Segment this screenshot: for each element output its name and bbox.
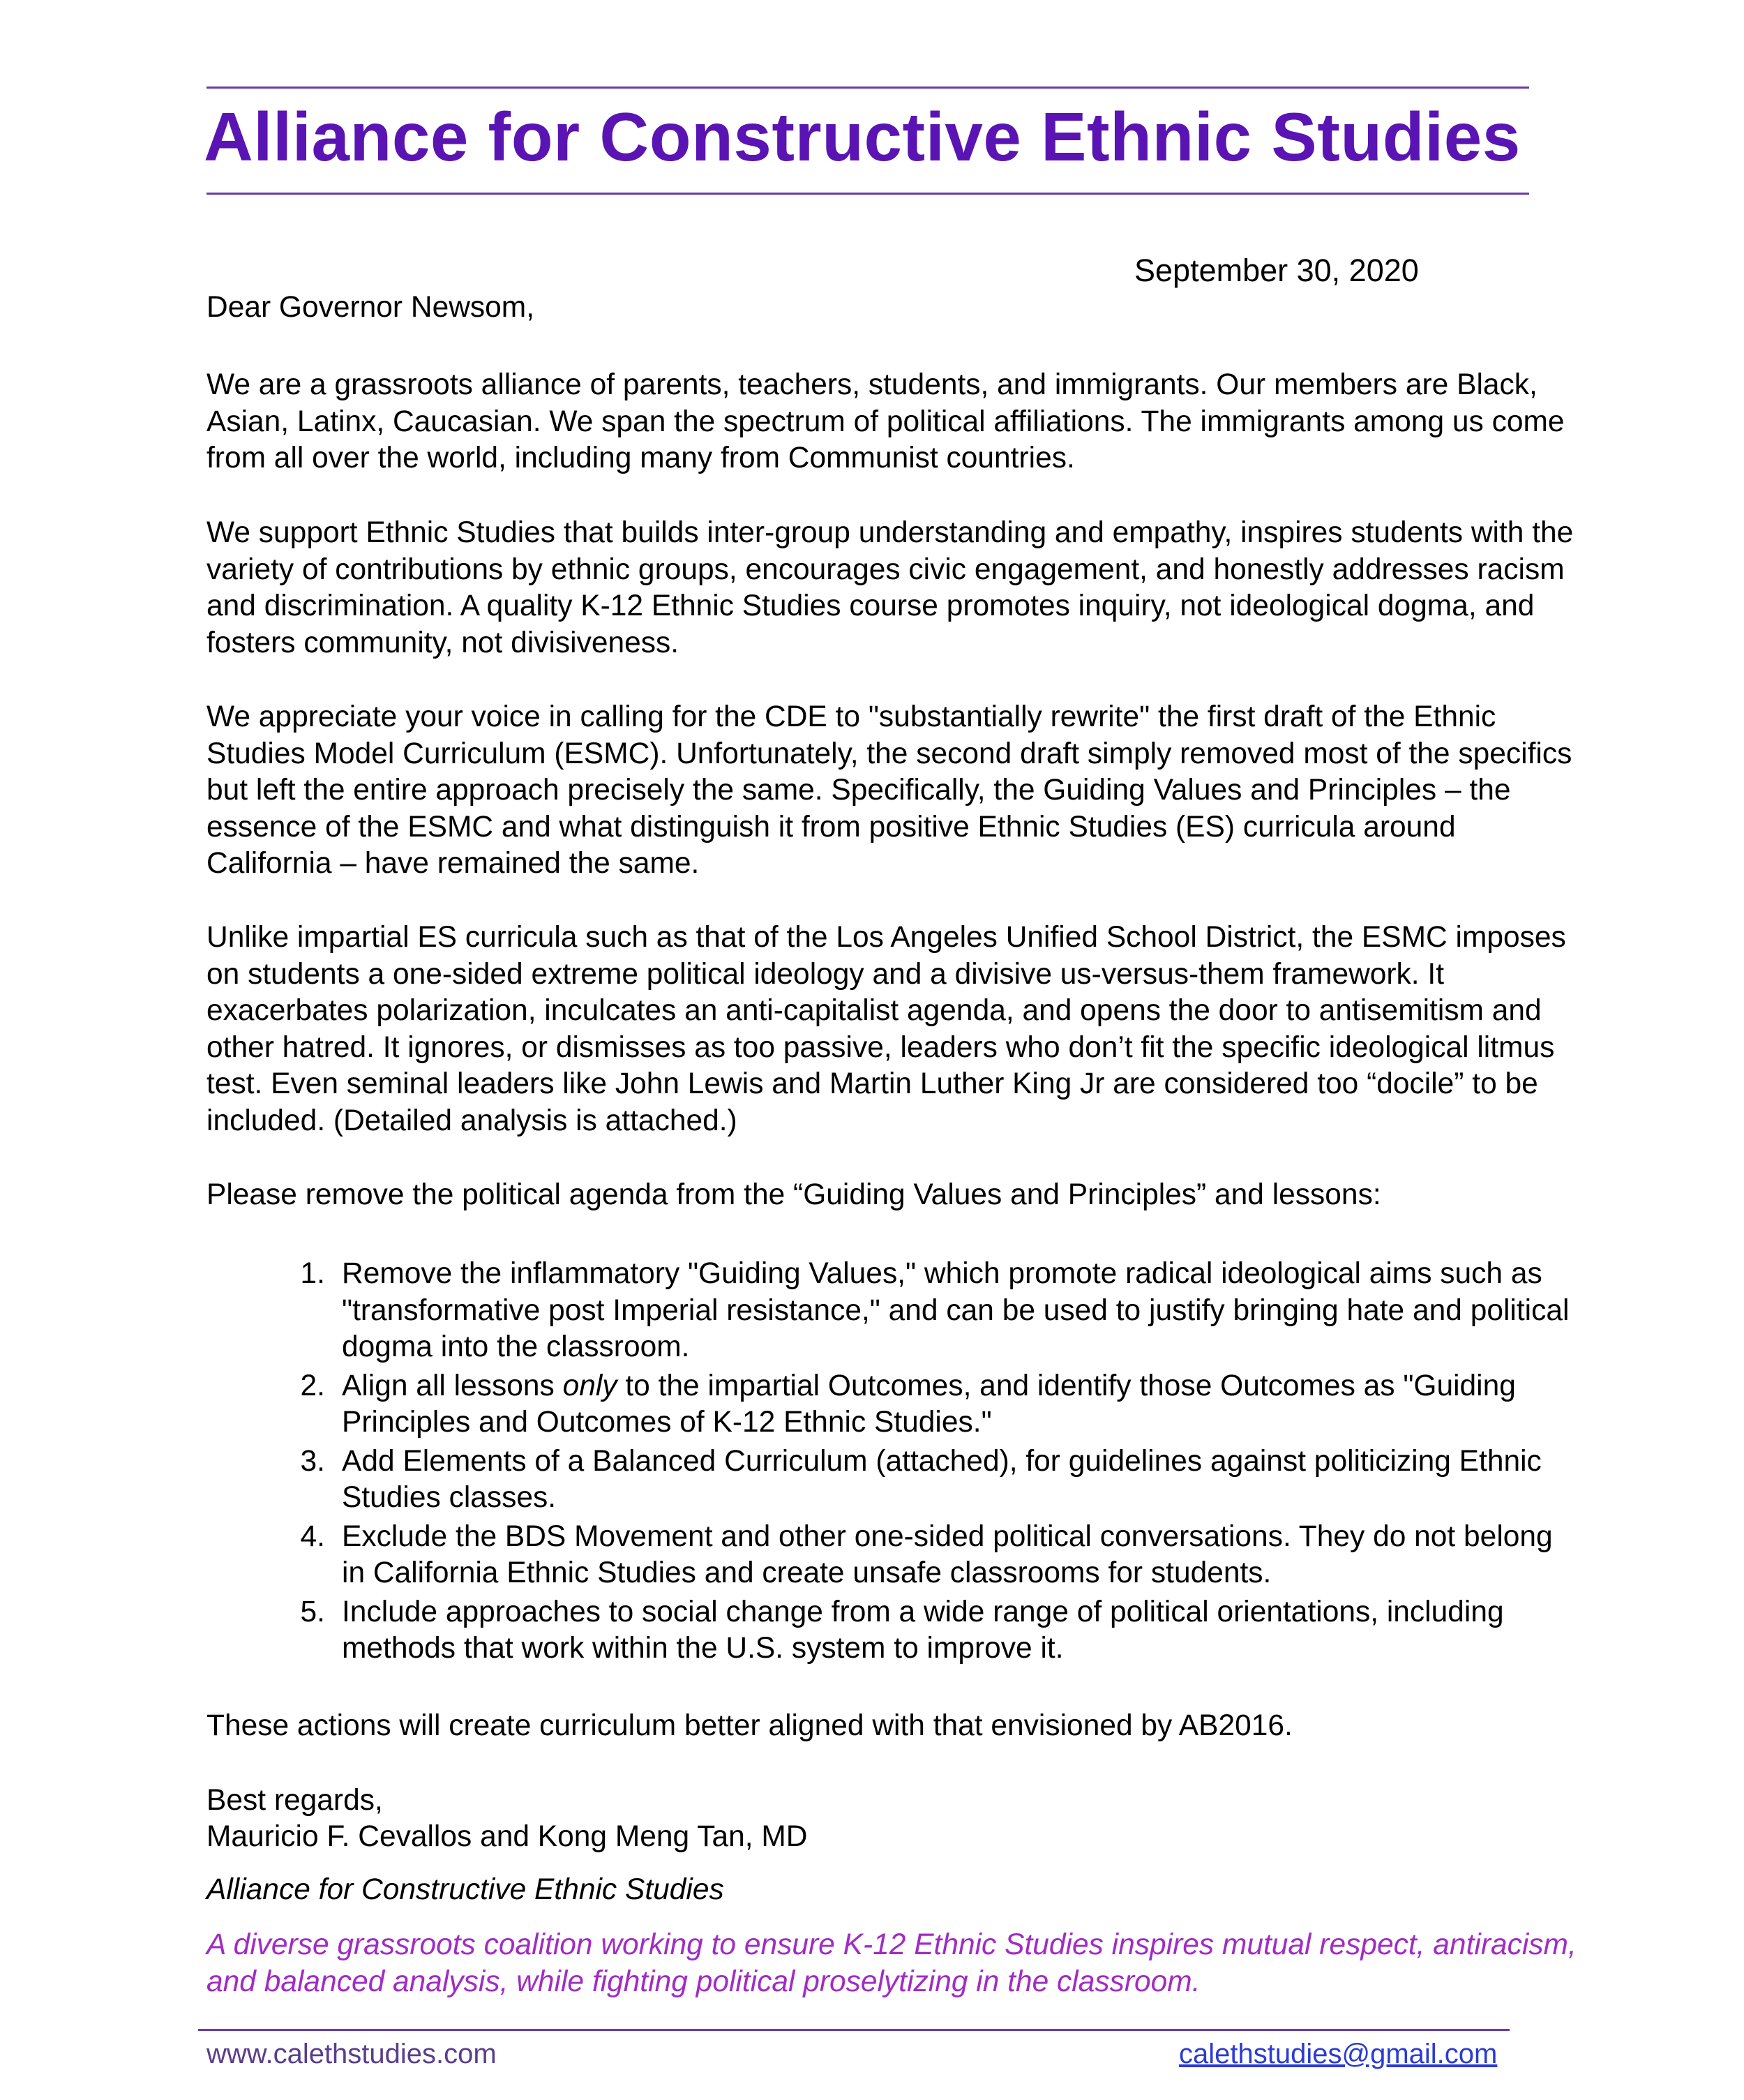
footer-website: www.calethstudies.com <box>206 2039 497 2069</box>
letter-date: September 30, 2020 <box>1134 253 1419 288</box>
list-text: Remove the inflammatory "Guiding Values," which promote radical ideological aims such as "transformative post Imperial resistance," and can be used to justify bringing hate and political dogma into the classroom. <box>342 1257 1570 1363</box>
list-text-before: Align all lessons <box>342 1369 563 1402</box>
list-number: 1. <box>300 1257 325 1290</box>
closing: Best regards, <box>206 1784 383 1817</box>
paragraph-request-intro: Please remove the political agenda from the “Guiding Values and Principles” and lessons: <box>206 1178 1381 1211</box>
org-signature: Alliance for Constructive Ethnic Studies <box>206 1873 724 1906</box>
list-text <box>342 1368 1574 1441</box>
signers: Mauricio F. Cevallos and Kong Meng Tan, MD <box>206 1820 808 1853</box>
list-item <box>206 1594 1574 1667</box>
paragraph-support: We support Ethnic Studies that builds inter-group understanding and empathy, inspires students with the variety of contributions by ethnic groups, encourages civic engagement, and honestly addresses racism and discrimination. A quality K-12 Ethnic Studies course promotes inquiry, not ideological dogma, and fosters community, not divisiveness. <box>206 516 1574 659</box>
paragraph-conclusion: These actions will create curriculum better aligned with that envisioned by AB2016. <box>206 1709 1293 1742</box>
list-item <box>206 1443 1574 1517</box>
footer-rule <box>198 2029 1510 2031</box>
list-text: Include approaches to social change from a wide range of political orientations, including methods that work within the U.S. system to improve it. <box>342 1595 1504 1665</box>
list-number: 3. <box>300 1444 325 1478</box>
list-item <box>206 1519 1574 1592</box>
paragraph-appreciation: We appreciate your voice in calling for the CDE to "substantially rewrite" the first draft of the Ethnic Studies Model Curriculum (ESMC). Unfortunately, the second draft simply removed most of the specifics but left the entire approach precisely the same. Specifically, the Guiding Values and Principles – the essence of the ESMC and what distinguish it from positive Ethnic Studies (ES) curricula around California – have remained the same. <box>206 700 1572 880</box>
list-item <box>206 1256 1574 1366</box>
list-item <box>206 1368 1574 1441</box>
org-title: Alliance for Constructive Ethnic Studies <box>204 98 1521 175</box>
list-number: 5. <box>300 1595 325 1628</box>
list-text-emphasis: only <box>562 1369 617 1402</box>
list-number: 2. <box>300 1369 325 1402</box>
list-text-after: to the impartial Outcomes, and identify those Outcomes as "Guiding Principles and Outcomes of K-12 Ethnic Studies." <box>342 1369 1516 1439</box>
request-list <box>206 1256 1574 1670</box>
header-top-rule <box>206 87 1529 89</box>
paragraph-critique: Unlike impartial ES curricula such as that of the Los Angeles Unified School District, the ESMC imposes on students a one-sided extreme political ideology and a divisive us-versus-them framework. It exacerbates polarization, inculcates an anti-capitalist agenda, and opens the door to antisemitism and other hatred. It ignores, or dismisses as too passive, leaders who don’t fit the specific ideological litmus test. Even seminal leaders like John Lewis and Martin Luther King Jr are considered too “docile” to be included. (Detailed analysis is attached.) <box>206 921 1566 1137</box>
paragraph-members: We are a grassroots alliance of parents, teachers, students, and immigrants. Our members are Black, Asian, Latinx, Caucasian. We span the spectrum of political affiliations. The immigrants among us come from all over the world, including many from Communist countries. <box>206 368 1565 474</box>
footer-email-link[interactable]: calethstudies@gmail.com <box>1179 2039 1498 2069</box>
list-text: Exclude the BDS Movement and other one-sided political conversations. They do not belong in California Ethnic Studies and create unsafe classrooms for students. <box>342 1520 1553 1589</box>
list-text: Add Elements of a Balanced Curriculum (attached), for guidelines against politicizing Ethnic Studies classes. <box>342 1444 1542 1514</box>
list-number: 4. <box>300 1520 325 1553</box>
tagline: A diverse grassroots coalition working to ensure K-12 Ethnic Studies inspires mutual respect, antiracism, and balanced analysis, while fighting political proselytizing in the classroom. <box>206 1928 1577 1998</box>
header-bottom-rule <box>206 193 1529 195</box>
salutation: Dear Governor Newsom, <box>206 291 535 324</box>
